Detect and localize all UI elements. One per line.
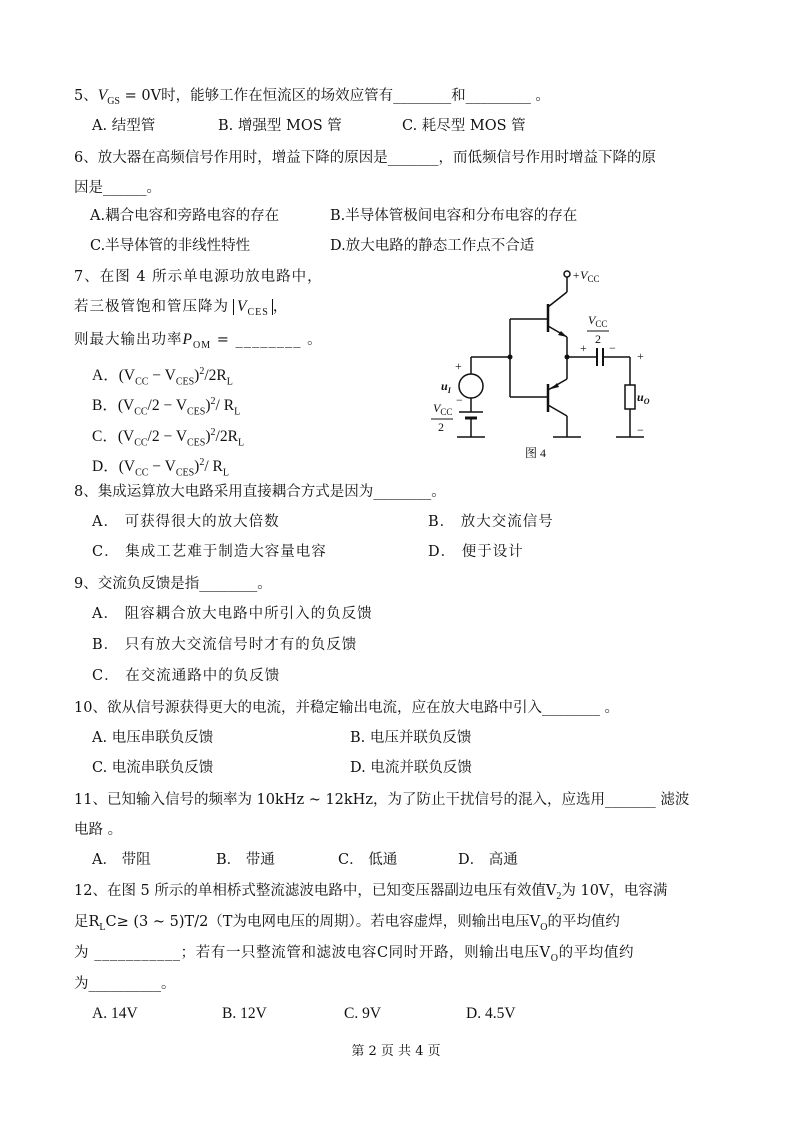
q6-option-d: D.放大电路的静态工作点不合适 xyxy=(330,238,535,254)
out-minus: − xyxy=(637,423,644,437)
q12-line1: 12、在图 5 所示的单相桥式整流滤波电路中，已知变压器副边电压有效值$V_2$为 10V，电容满 xyxy=(74,883,668,902)
q12-line2: 足$R_LC\ge (3$ ~ 5)T/2（T为电网电压的周期）。若电容虚焊，则输出电压$V_O$的平均值约 xyxy=(74,914,620,933)
q7-line2-text: 若三极管饱和管压降为 xyxy=(74,299,229,315)
q6-option-c: C.半导体管的非线性特性 xyxy=(90,238,251,254)
uo-label: $u_O$ xyxy=(637,390,650,406)
page-footer: 第 2 页 共 4 页 xyxy=(351,1044,441,1059)
q7-option-d: D．$(V_{CC} - V_{CES})^2/$ $R_L$ xyxy=(92,457,229,479)
q8-option-c: C． 集成工艺难于制造大容量电容 xyxy=(92,544,327,560)
q5-text: = 0V时，能够工作在恒流区的场效应管有________和_________ 。 xyxy=(120,88,550,104)
q7-line3-blank: = ________ 。 xyxy=(211,332,323,348)
ui-label: $u_I$ xyxy=(441,379,451,395)
q7-line1: 7、在图 4 所示单电源功放电路中， xyxy=(74,269,323,285)
q10-option-b: B. 电压并联负反馈 xyxy=(350,730,472,746)
q10-option-d: D. 电流并联负反馈 xyxy=(350,760,472,776)
vcc-label: $+V_{CC}$ xyxy=(572,268,600,284)
q7-option-a: A．$(V_{CC} - V_{CES})^2/2R_L$ xyxy=(92,366,233,388)
q7-line2: 若三极管饱和管压降为 $V_{CES}$ ， xyxy=(74,298,289,318)
circuit-diagram-figure-4 xyxy=(425,262,655,462)
q6-line2: 因是______。 xyxy=(74,180,161,196)
q7-line3-text: 则最大输出功率 xyxy=(74,332,183,348)
out-plus: + xyxy=(637,349,644,363)
q7-line3 xyxy=(74,330,323,356)
q12-option-d: D. 4.5V xyxy=(466,1005,516,1022)
q6-option-b: B.半导体管极间电容和分布电容的存在 xyxy=(330,208,578,224)
q12-option-c: C. 9V xyxy=(344,1005,382,1022)
q10-option-a: A. 电压串联负反馈 xyxy=(92,730,214,746)
cap-voltage-num: $V_{CC}$ xyxy=(588,313,608,329)
q12-line4: 为__________。 xyxy=(74,976,176,992)
q5-symbol: V xyxy=(97,87,108,104)
q12-line3: 为 ___________；若有一只整流管和滤波电容C同时开路，则输出电压$V_O$的平均值约 xyxy=(74,945,635,964)
q11-option-c: C． 低通 xyxy=(338,852,398,868)
source-voltage-den: 2 xyxy=(438,420,444,434)
q9-option-a: A． 阻容耦合放大电路中所引入的负反馈 xyxy=(92,606,373,622)
q5-option-c: C. 耗尽型 MOS 管 xyxy=(402,118,526,134)
q11-option-a: A． 带阻 xyxy=(92,852,151,868)
q9-option-c: C． 在交流通路中的负反馈 xyxy=(92,668,281,684)
q12-option-b: B. 12V xyxy=(222,1005,267,1022)
in-plus: + xyxy=(455,359,462,373)
q7-vces-sub: CES xyxy=(247,306,269,318)
q7-option-c: C．$(V_{CC}/2 - V_{CES})^2/2R_L$ xyxy=(92,427,245,449)
q7-pom-sub: OM xyxy=(192,339,212,351)
q11-line1: 11、已知输入信号的频率为 10kHz ~ 12kHz，为了防止干扰信号的混入，应选用_______ 滤波 xyxy=(74,792,690,808)
cap-voltage-den: 2 xyxy=(595,332,601,346)
in-minus: − xyxy=(456,393,463,407)
q5-number: 5、 xyxy=(74,88,98,104)
q5-option-b: B. 增强型 MOS 管 xyxy=(218,118,342,134)
q8-option-b: B． 放大交流信号 xyxy=(428,514,554,530)
q8-line: 8、集成运算放大电路采用直接耦合方式是因为________。 xyxy=(74,484,446,500)
q6-option-a: A.耦合电容和旁路电容的存在 xyxy=(90,208,280,224)
q8-option-a: A． 可获得很大的放大倍数 xyxy=(92,514,280,530)
q10-option-c: C. 电流串联负反馈 xyxy=(92,760,214,776)
q6-line1: 6、放大器在高频信号作用时，增益下降的原因是_______，而低频信号作用时增益下降的原 xyxy=(74,150,656,166)
q8-option-d: D． 便于设计 xyxy=(428,544,524,560)
q10-line: 10、欲从信号源获得更大的电流，并稳定输出电流，应在放大电路中引入________ 。 xyxy=(74,700,620,716)
q9-line: 9、交流负反馈是指________。 xyxy=(74,576,272,592)
q11-option-b: B． 带通 xyxy=(216,852,275,868)
q12-option-a: A. 14V xyxy=(92,1005,138,1022)
cap-minus: − xyxy=(609,341,616,355)
q7-pom: P xyxy=(182,331,193,348)
cap-plus: + xyxy=(580,341,587,355)
q11-option-d: D． 高通 xyxy=(458,852,518,868)
question-5 xyxy=(74,86,550,112)
q7-vces: V xyxy=(237,298,248,315)
q5-symbol-sub: GS xyxy=(107,95,120,107)
source-voltage-num: $V_{CC}$ xyxy=(433,401,453,417)
q11-line2: 电路 。 xyxy=(74,822,123,838)
q7-option-b: B．$(V_{CC}/2 - V_{CES})^2/$ $R_L$ xyxy=(92,396,241,418)
q9-option-b: B． 只有放大交流信号时才有的负反馈 xyxy=(92,637,358,653)
q5-option-a: A. 结型管 xyxy=(92,118,156,134)
figure-caption: 图 4 xyxy=(525,446,547,460)
